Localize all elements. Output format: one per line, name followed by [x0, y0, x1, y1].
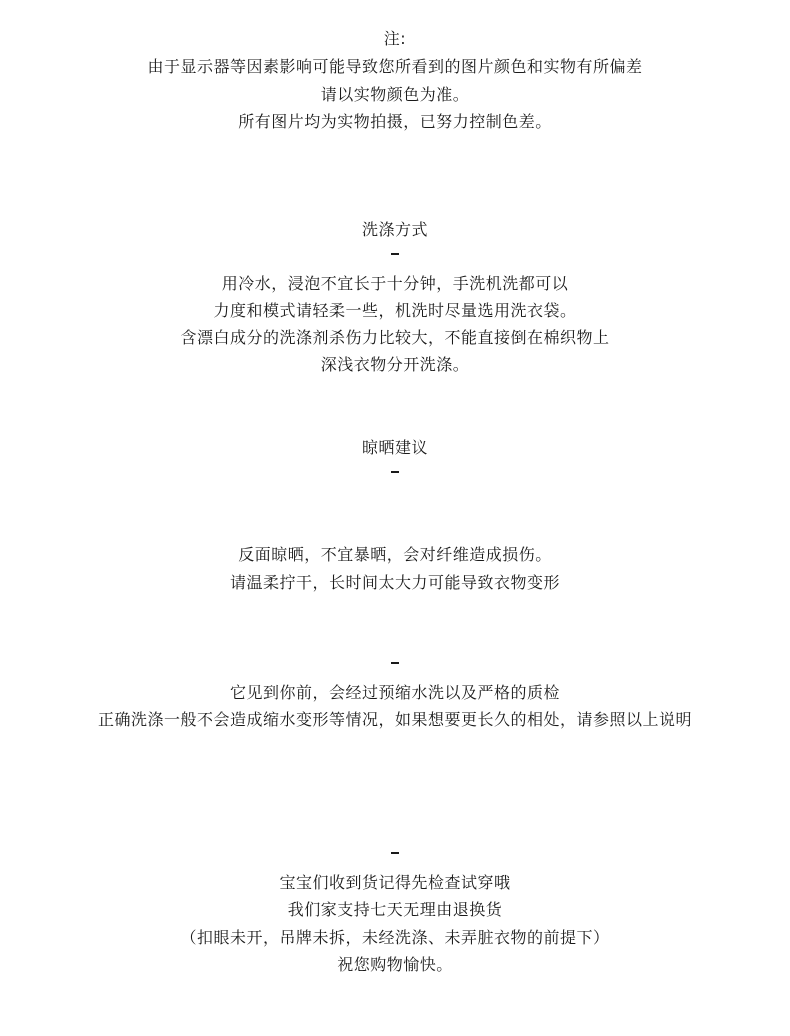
quality-divider — [0, 658, 790, 668]
returns-line-4: 祝您购物愉快。 — [337, 955, 453, 974]
drying-line-2: 请温柔拧干，长时间太大力可能导致衣物变形 — [229, 573, 560, 592]
washing-divider — [0, 249, 790, 259]
quality-line-2: 正确洗涤一般不会造成缩水变形等情况，如果想要更长久的相处，请参照以上说明 — [97, 710, 692, 729]
returns-line-3: （扣眼未开，吊牌未拆，未经洗涤、未弄脏衣物的前提下） — [180, 928, 610, 947]
drying-divider — [0, 467, 790, 477]
drying-line-1: 反面晾晒，不宜暴晒，会对纤维造成损伤。 — [238, 545, 552, 564]
note-line-1: 由于显示器等因素影响可能导致您所看到的图片颜色和实物有所偏差 — [147, 57, 643, 76]
washing-line-3: 含漂白成分的洗涤剂杀伤力比较大，不能直接倒在棉织物上 — [180, 328, 610, 347]
washing-line-1: 用冷水，浸泡不宜长于十分钟，手洗机洗都可以 — [221, 274, 569, 293]
returns-divider — [0, 848, 790, 858]
note-title: 注: — [383, 29, 407, 48]
washing-line-4: 深浅衣物分开洗涤。 — [320, 355, 470, 374]
returns-line-2: 我们家支持七天无理由退换货 — [287, 900, 503, 919]
drying-title: 晾晒建议 — [361, 438, 428, 457]
returns-line-1: 宝宝们收到货记得先检查试穿哦 — [279, 873, 511, 892]
washing-title: 洗涤方式 — [361, 220, 428, 239]
washing-line-2: 力度和模式请轻柔一些，机洗时尽量选用洗衣袋。 — [213, 301, 577, 320]
note-line-3: 所有图片均为实物拍摄，已努力控制色差。 — [238, 112, 552, 131]
quality-line-1: 它见到你前，会经过预缩水洗以及严格的质检 — [229, 683, 560, 702]
note-line-2: 请以实物颜色为准。 — [320, 85, 470, 104]
